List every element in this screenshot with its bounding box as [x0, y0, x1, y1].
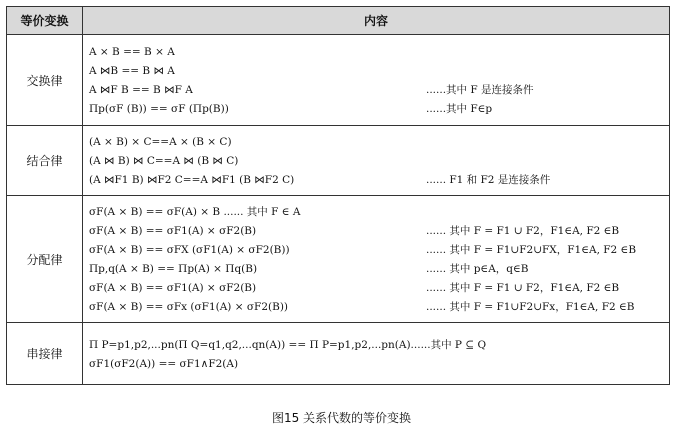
formula-line: [89, 62, 669, 81]
law-content: [83, 126, 670, 196]
table-row: [7, 35, 670, 126]
formula-line: [89, 133, 669, 152]
header-content: 内容: [83, 7, 670, 35]
law-name: 结合律: [7, 126, 83, 196]
law-content: [83, 323, 670, 385]
formula: σF(A × B) == σFX (σF1(A) × σF2(B)): [89, 244, 290, 256]
formula-line: [89, 336, 669, 355]
formula: σF(A × B) == σF1(A) × σF2(B): [89, 282, 257, 294]
table-row: [7, 126, 670, 196]
formula: σF1(σF2(A)) == σF1∧F2(A): [89, 357, 239, 370]
formula: (A ⋈ B) ⋈ C==A ⋈ (B ⋈ C): [89, 155, 239, 167]
formula-line: [89, 298, 669, 317]
formula-line: [89, 355, 669, 374]
formula: σF(A × B) == σF(A) × B ...... 其中 F ∈ A: [89, 206, 301, 218]
formula-line: [89, 222, 669, 241]
formula-note: ......其中 F∈p: [426, 103, 493, 115]
formula: Π P=p1,p2,...pn(Π Q=q1,q2,...qn(A)) == Π P=p1,p2,...pn(A)......其中 P ⊆ Q: [89, 338, 487, 351]
formula-note: ...... 其中 p∈A，q∈B: [426, 263, 529, 275]
formula-line: [89, 171, 669, 190]
law-name: 串接律: [7, 323, 83, 385]
formula-note: ...... 其中 F = F1 ∪ F2，F1∈A, F2 ∈B: [426, 225, 620, 237]
formula-line: [89, 43, 669, 62]
table-row: [7, 323, 670, 385]
formula: A ⋈F B == B ⋈F A: [89, 84, 193, 96]
formula-line: [89, 260, 669, 279]
formula: A × B == B × A: [89, 46, 175, 58]
formula-line: [89, 203, 669, 222]
header-row: [7, 7, 670, 35]
formula-line: [89, 100, 669, 119]
formula-note: ...... 其中 F = F1∪F2∪FX，F1∈A, F2 ∈B: [426, 244, 637, 256]
formula: (A × B) × C==A × (B × C): [89, 136, 232, 148]
formula: (A ⋈F1 B) ⋈F2 C==A ⋈F1 (B ⋈F2 C): [89, 174, 295, 186]
figure-caption: 图15 关系代数的等价变换: [271, 411, 412, 425]
formula: Πp(σF (B)) == σF (Πp(B)): [89, 103, 229, 115]
formula: σF(A × B) == σFx (σF1(A) × σF2(B)): [89, 301, 289, 313]
formula-line: [89, 152, 669, 171]
formula-line: [89, 241, 669, 260]
law-name: 交换律: [7, 35, 83, 126]
law-content: [83, 35, 670, 126]
table-row: [7, 196, 670, 323]
formula-line: [89, 81, 669, 100]
formula: σF(A × B) == σF1(A) × σF2(B): [89, 225, 257, 237]
formula: Πp,q(A × B) == Πp(A) × Πq(B): [89, 263, 258, 275]
formula-note: ...... F1 和 F2 是连接条件: [426, 174, 551, 186]
formula-line: [89, 279, 669, 298]
formula-note: ...... 其中 F = F1∪F2∪Fx，F1∈A, F2 ∈B: [426, 301, 635, 313]
header-transform: 等价变换: [7, 7, 83, 35]
equivalence-table: [6, 6, 670, 385]
law-name: 分配律: [7, 196, 83, 323]
formula-note: ......其中 F 是连接条件: [426, 84, 534, 96]
formula-note: ...... 其中 F = F1 ∪ F2，F1∈A, F2 ∈B: [426, 282, 620, 294]
formula: A ⋈B == B ⋈ A: [89, 65, 175, 77]
law-content: [83, 196, 670, 323]
